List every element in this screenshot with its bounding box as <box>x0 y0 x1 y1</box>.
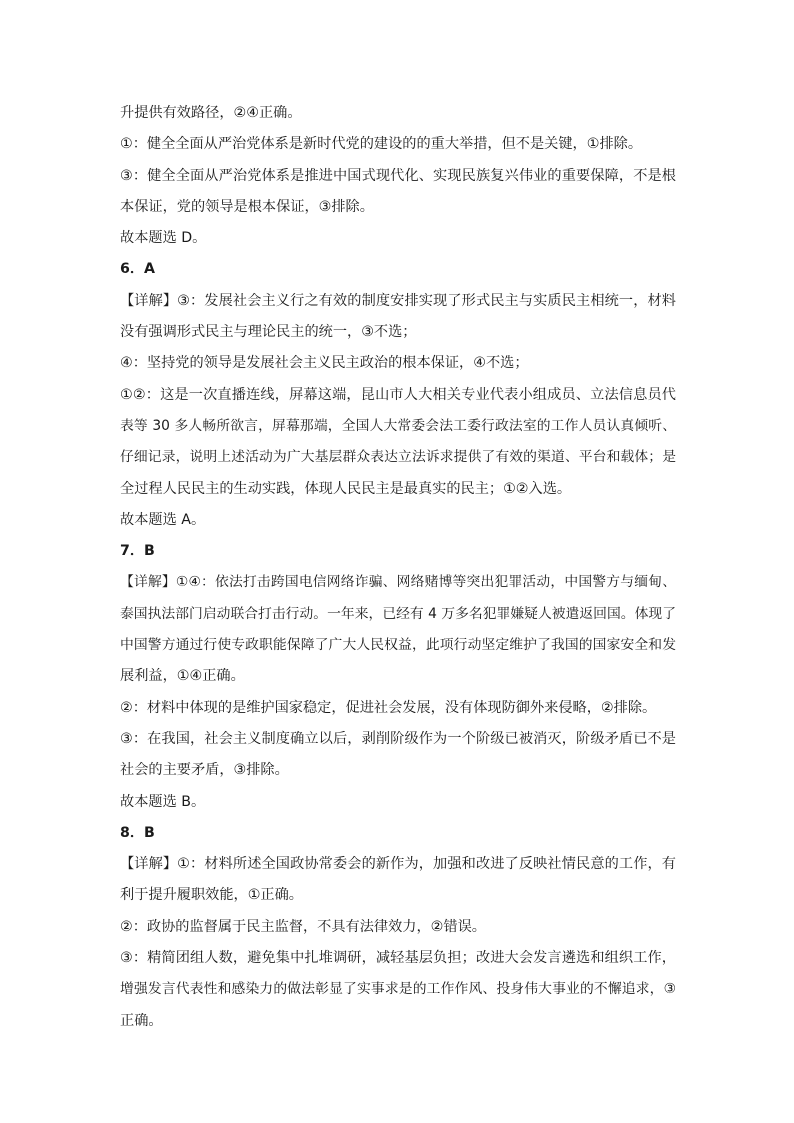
text-line: 展利益，①④正确。 <box>120 668 245 685</box>
text-line: 正确。 <box>120 1012 163 1029</box>
text-line: ①②：这是一次直播连线，屏幕这端，昆山市人大相关专业代表小组成员、立法信息员代 <box>120 386 676 403</box>
text-line: 本保证，党的领导是根本保证，③排除。 <box>120 198 374 215</box>
text-line: ③：精简团组人数，避免集中扎堆调研，减轻基层负担；改进大会发言遴选和组织工作， <box>120 950 676 967</box>
text-line: ②：材料中体现的是维护国家稳定，促进社会发展，没有体现防御外来侵略，②排除。 <box>120 699 657 716</box>
conclusion-line: 故本题选 A。 <box>120 511 206 528</box>
question-number-8: 8．B <box>120 824 155 841</box>
text-line: ③：健全全面从严治党体系是推进中国式现代化、实现民族复兴伟业的重要保障，不是根 <box>120 167 676 184</box>
text-line: 【详解】①④：依法打击跨国电信网络诈骗、网络赌博等突出犯罪活动，中国警方与缅甸、 <box>120 574 676 591</box>
question-number-7: 7．B <box>120 543 155 560</box>
text-line: 仔细记录，说明上述活动为广大基层群众表达立法诉求提供了有效的渠道、平台和载体；是 <box>120 449 676 466</box>
question-number-6: 6．A <box>120 261 156 278</box>
text-line: ②：政协的监督属于民主监督，不具有法律效力，②错误。 <box>120 918 486 935</box>
text-line: ③：在我国，社会主义制度确立以后，剥削阶级作为一个阶级已被消灭，阶级矛盾已不是 <box>120 730 676 747</box>
text-line: ④：坚持党的领导是发展社会主义民主政治的根本保证，④不选； <box>120 355 529 372</box>
answer-explanations <box>120 98 676 1037</box>
text-line: 社会的主要矛盾，③排除。 <box>120 762 289 779</box>
text-line: 泰国执法部门启动联合打击行动。一年来，已经有 4 万多名犯罪嫌疑人被遣返回国。体现了 <box>120 605 676 622</box>
text-line: 全过程人民民主的生动实践，体现人民民主是最真实的民主；①②入选。 <box>120 480 572 497</box>
conclusion-line: 故本题选 B。 <box>120 793 206 810</box>
text-line: 升提供有效路径，②④正确。 <box>120 105 302 121</box>
text-line: 利于提升履职效能，①正确。 <box>120 887 303 904</box>
text-line: ①：健全全面从严治党体系是新时代党的建设的的重大举措，但不是关键，①排除。 <box>120 136 643 153</box>
text-line: 中国警方通过行使专政职能保障了广大人民权益，此项行动坚定维护了我国的国家安全和发 <box>120 637 676 654</box>
conclusion-line: 故本题选 D。 <box>120 230 207 247</box>
text-line: 【详解】③：发展社会主义行之有效的制度安排实现了形式民主与实质民主相统一，材料 <box>120 292 676 309</box>
text-line: 表等 30 多人畅所欲言，屏幕那端，全国人大常委会法工委行政法室的工作人员认真倾听、 <box>120 417 676 434</box>
text-line: 没有强调形式民主与理论民主的统一，③不选； <box>120 324 417 341</box>
text-line: 增强发言代表性和感染力的做法彰显了实事求是的工作作风、投身伟大事业的不懈追求，③ <box>120 981 676 998</box>
text-line: 【详解】①：材料所述全国政协常委会的新作为，加强和改进了反映社情民意的工作，有 <box>120 856 676 873</box>
